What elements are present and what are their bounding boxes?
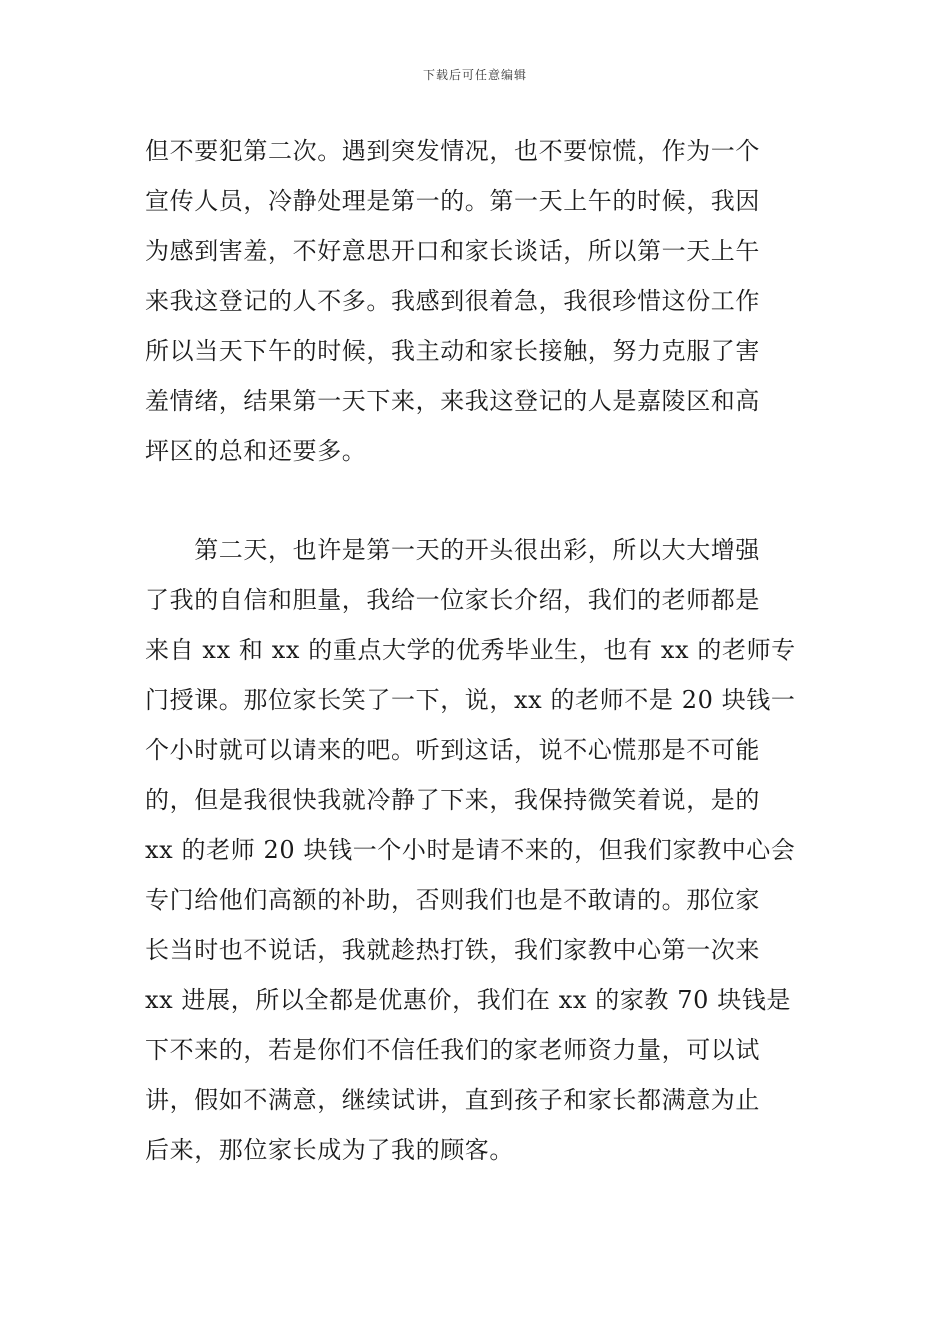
header-note: 下载后可任意编辑 — [422, 68, 527, 82]
paragraph-line: 宣传人员，冷静处理是第一的。第一天上午的时候，我因 — [145, 187, 760, 215]
paragraph-line: 但不要犯第二次。遇到突发情况，也不要惊慌，作为一个 — [145, 137, 760, 165]
paragraph-line: 了我的自信和胆量，我给一位家长介绍，我们的老师都是 — [145, 586, 760, 614]
paragraph-line: 第二天，也许是第一天的开头很出彩，所以大大增强 — [145, 536, 760, 564]
paragraph-line: 下不来的，若是你们不信任我们的家老师资力量，可以试 — [145, 1036, 760, 1064]
paragraph-line: 为感到害羞，不好意思开口和家长谈话，所以第一天上午 — [145, 237, 760, 265]
paragraph-line: 来自 xx 和 xx 的重点大学的优秀毕业生，也有 xx 的老师专 — [145, 636, 796, 664]
paragraph-line: 坪区的总和还要多。 — [145, 437, 367, 465]
paragraph-line: 门授课。那位家长笑了一下，说，xx 的老师不是 20 块钱一 — [145, 686, 796, 714]
paragraph-line: 的，但是我很快我就冷静了下来，我保持微笑着说，是的 — [145, 786, 760, 814]
paragraph-line: 讲，假如不满意，继续试讲，直到孩子和家长都满意为止 — [145, 1086, 760, 1114]
paragraph-line: 长当时也不说话，我就趁热打铁，我们家教中心第一次来 — [145, 936, 760, 964]
paragraph-line: xx 的老师 20 块钱一个小时是请不来的，但我们家教中心会 — [145, 836, 796, 864]
paragraph-line: 后来，那位家长成为了我的顾客。 — [145, 1136, 514, 1164]
paragraph-line: xx 进展，所以全都是优惠价，我们在 xx 的家教 70 块钱是 — [145, 986, 792, 1014]
paragraph-line: 专门给他们高额的补助，否则我们也是不敢请的。那位家 — [145, 886, 760, 914]
paragraph-line: 来我这登记的人不多。我感到很着急，我很珍惜这份工作 — [145, 287, 760, 315]
paragraph-line: 个小时就可以请来的吧。听到这话，说不心慌那是不可能 — [145, 736, 760, 764]
paragraph-line: 所以当天下午的时候，我主动和家长接触，努力克服了害 — [145, 337, 760, 365]
paragraph-line: 羞情绪，结果第一天下来，来我这登记的人是嘉陵区和高 — [145, 387, 760, 415]
